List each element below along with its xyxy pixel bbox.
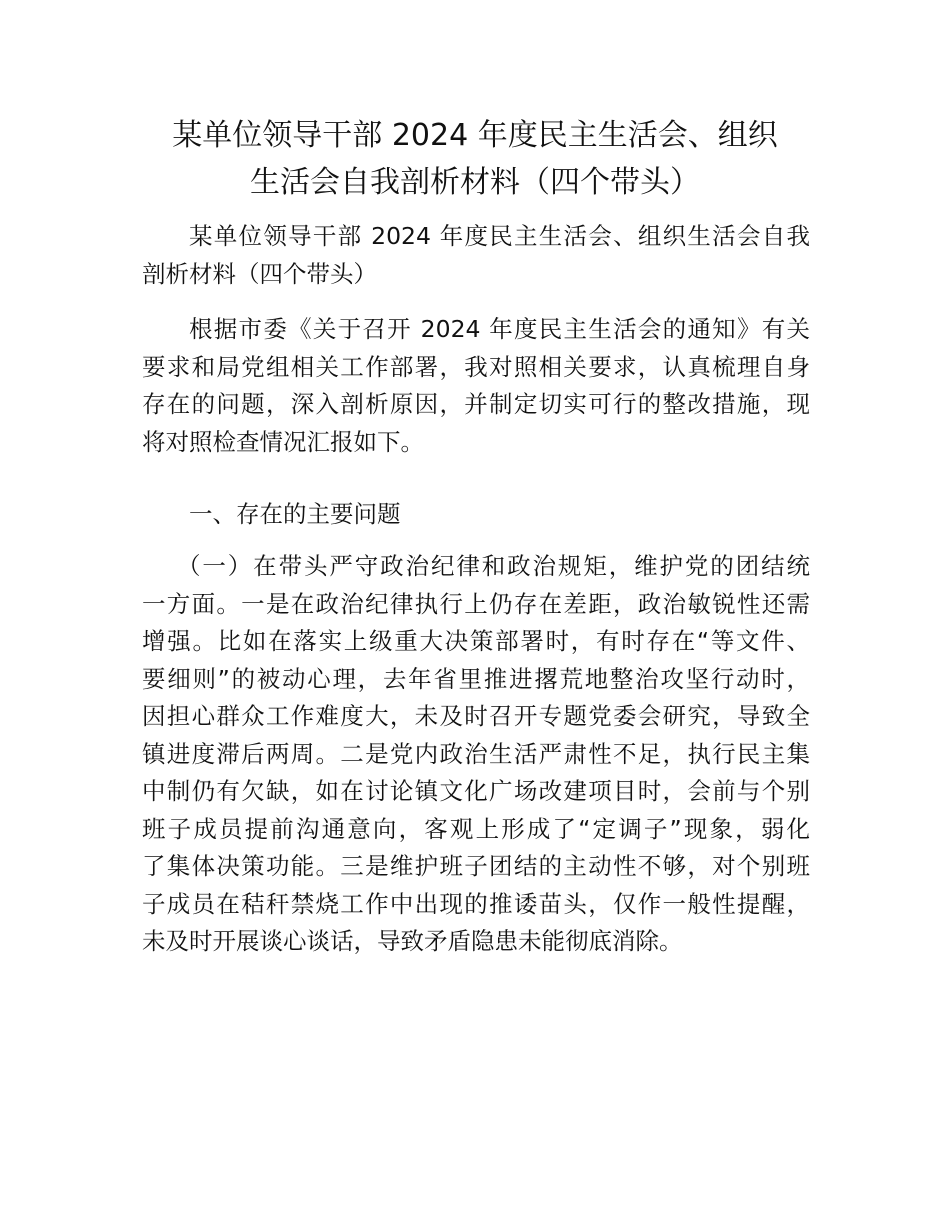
- paragraph-section-1: [142, 548, 810, 961]
- text-line: 根据市委《关于召开 2024 年度民主生活会的通知》有关: [189, 315, 810, 343]
- text-line: 未及时开展谈心谈话，导致矛盾隐患未能彻底消除。: [142, 927, 683, 955]
- heading-line: 一、存在的主要问题: [189, 500, 401, 528]
- text-line: 中制仍有欠缺，如在讨论镇文化广场改建项目时，会前与个别: [142, 777, 810, 805]
- text-line: 了集体决策功能。三是维护班子团结的主动性不够，对个别班: [142, 852, 810, 880]
- text-line: 班子成员提前沟通意向，客观上形成了“定调子”现象，弱化: [142, 814, 810, 843]
- section-heading: [142, 496, 810, 534]
- text-line: （一）在带头严守政治纪律和政治规矩，维护党的团结统: [177, 552, 810, 580]
- text-line: 将对照检查情况汇报如下。: [142, 427, 424, 456]
- text-line: 存在的问题，深入剖析原因，并制定切实可行的整改措施，现: [142, 390, 810, 418]
- text-line: 某单位领导干部 2024 年度民主生活会、组织生活会自我: [189, 222, 810, 250]
- document-title: [100, 112, 850, 206]
- title-line-2: 生活会自我剖析材料（四个带头）: [250, 165, 700, 200]
- paragraph-subtitle: [142, 218, 810, 293]
- text-line: 因担心群众工作难度大，未及时召开专题党委会研究，导致全: [142, 702, 810, 730]
- text-line: 剖析材料（四个带头）: [142, 259, 377, 288]
- text-line: 要细则”的被动心理，去年省里推进撂荒地整治攻坚行动时，: [142, 664, 810, 693]
- title-line-1: 某单位领导干部 2024 年度民主生活会、组织: [172, 118, 778, 153]
- paragraph-intro: [142, 311, 810, 461]
- text-line: 要求和局党组相关工作部署，我对照相关要求，认真梳理自身: [142, 352, 810, 381]
- text-line: 增强。比如在落实上级重大决策部署时，有时存在“等文件、: [142, 627, 810, 655]
- text-line: 镇进度滞后两周。二是党内政治生活严肃性不足，执行民主集: [142, 739, 810, 768]
- text-line: 一方面。一是在政治纪律执行上仍存在差距，政治敏锐性还需: [142, 589, 810, 618]
- text-line: 子成员在秸秆禁烧工作中出现的推诿苗头，仅作一般性提醒，: [142, 889, 810, 918]
